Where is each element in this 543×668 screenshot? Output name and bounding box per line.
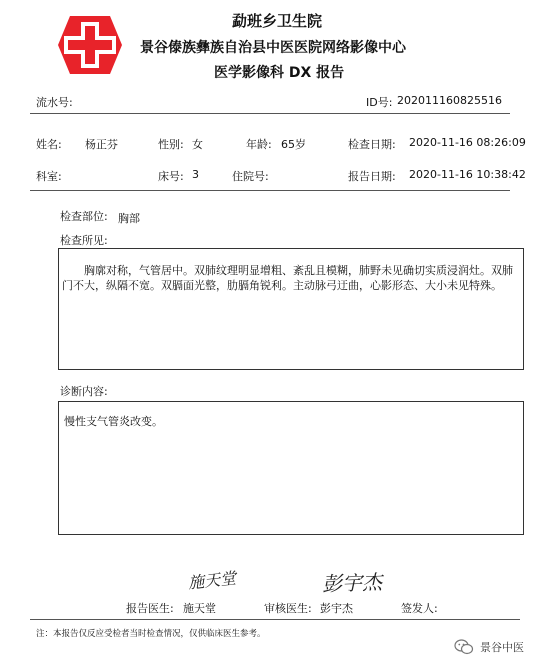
review-doctor-label: 审核医生:	[264, 602, 312, 615]
serial-label: 流水号:	[36, 96, 73, 109]
footer-note: 注：本报告仅反应受检者当时检查情况，仅供临床医生参考。	[36, 629, 266, 639]
name-value: 杨正芬	[85, 138, 118, 151]
name-label: 姓名:	[36, 138, 62, 151]
wechat-watermark	[454, 639, 524, 655]
report-doctor-value: 施天堂	[183, 602, 216, 615]
watermark-text: 景谷中医	[480, 641, 524, 654]
exam-part-label: 检查部位:	[60, 210, 108, 223]
id-value: 202011160825516	[397, 94, 502, 107]
hospital-name: 勐班乡卫生院	[232, 12, 323, 30]
age-label: 年龄:	[246, 138, 272, 151]
hospital-cross-logo	[56, 14, 124, 76]
exam-date-label: 检查日期:	[348, 138, 396, 151]
report-date-value: 2020-11-16 10:38:42	[409, 168, 526, 181]
sex-label: 性别:	[158, 138, 184, 151]
age-value: 65岁	[281, 138, 306, 151]
findings-text: 胸廓对称，气管居中。双肺纹理明显增粗、紊乱且模糊，肺野未见确切实质浸润灶。双肺门不大，纵隔不宽。双膈面光整，肋膈角锐利。主动脉弓迂曲，心影形态、大小未见特殊。	[62, 264, 513, 292]
imaging-center-name: 景谷傣族彝族自治县中医医院网络影像中心	[140, 40, 406, 56]
findings-label: 检查所见:	[60, 234, 108, 247]
dept-label: 科室:	[36, 170, 62, 183]
diagnosis-label: 诊断内容:	[60, 385, 108, 398]
divider-top	[30, 113, 510, 114]
bed-value: 3	[192, 168, 199, 181]
divider-patient	[30, 190, 510, 191]
review-doctor-value: 彭宇杰	[320, 602, 353, 615]
report-date-label: 报告日期:	[348, 170, 396, 183]
report-doctor-label: 报告医生:	[126, 602, 174, 615]
wechat-icon	[454, 639, 474, 655]
sex-value: 女	[192, 138, 203, 151]
signature-review-doctor: 彭宇杰	[321, 569, 383, 597]
report-title: 医学影像科 DX 报告	[214, 65, 345, 81]
admission-label: 住院号:	[232, 170, 269, 183]
exam-part-value: 胸部	[118, 212, 140, 225]
bed-label: 床号:	[158, 170, 184, 183]
diagnosis-text: 慢性支气管炎改变。	[64, 415, 163, 428]
issuer-label: 签发人:	[401, 602, 438, 615]
signature-report-doctor: 施天堂	[187, 568, 237, 593]
exam-date-value: 2020-11-16 08:26:09	[409, 136, 526, 149]
id-label: ID号:	[366, 96, 393, 109]
divider-footer	[30, 619, 520, 620]
